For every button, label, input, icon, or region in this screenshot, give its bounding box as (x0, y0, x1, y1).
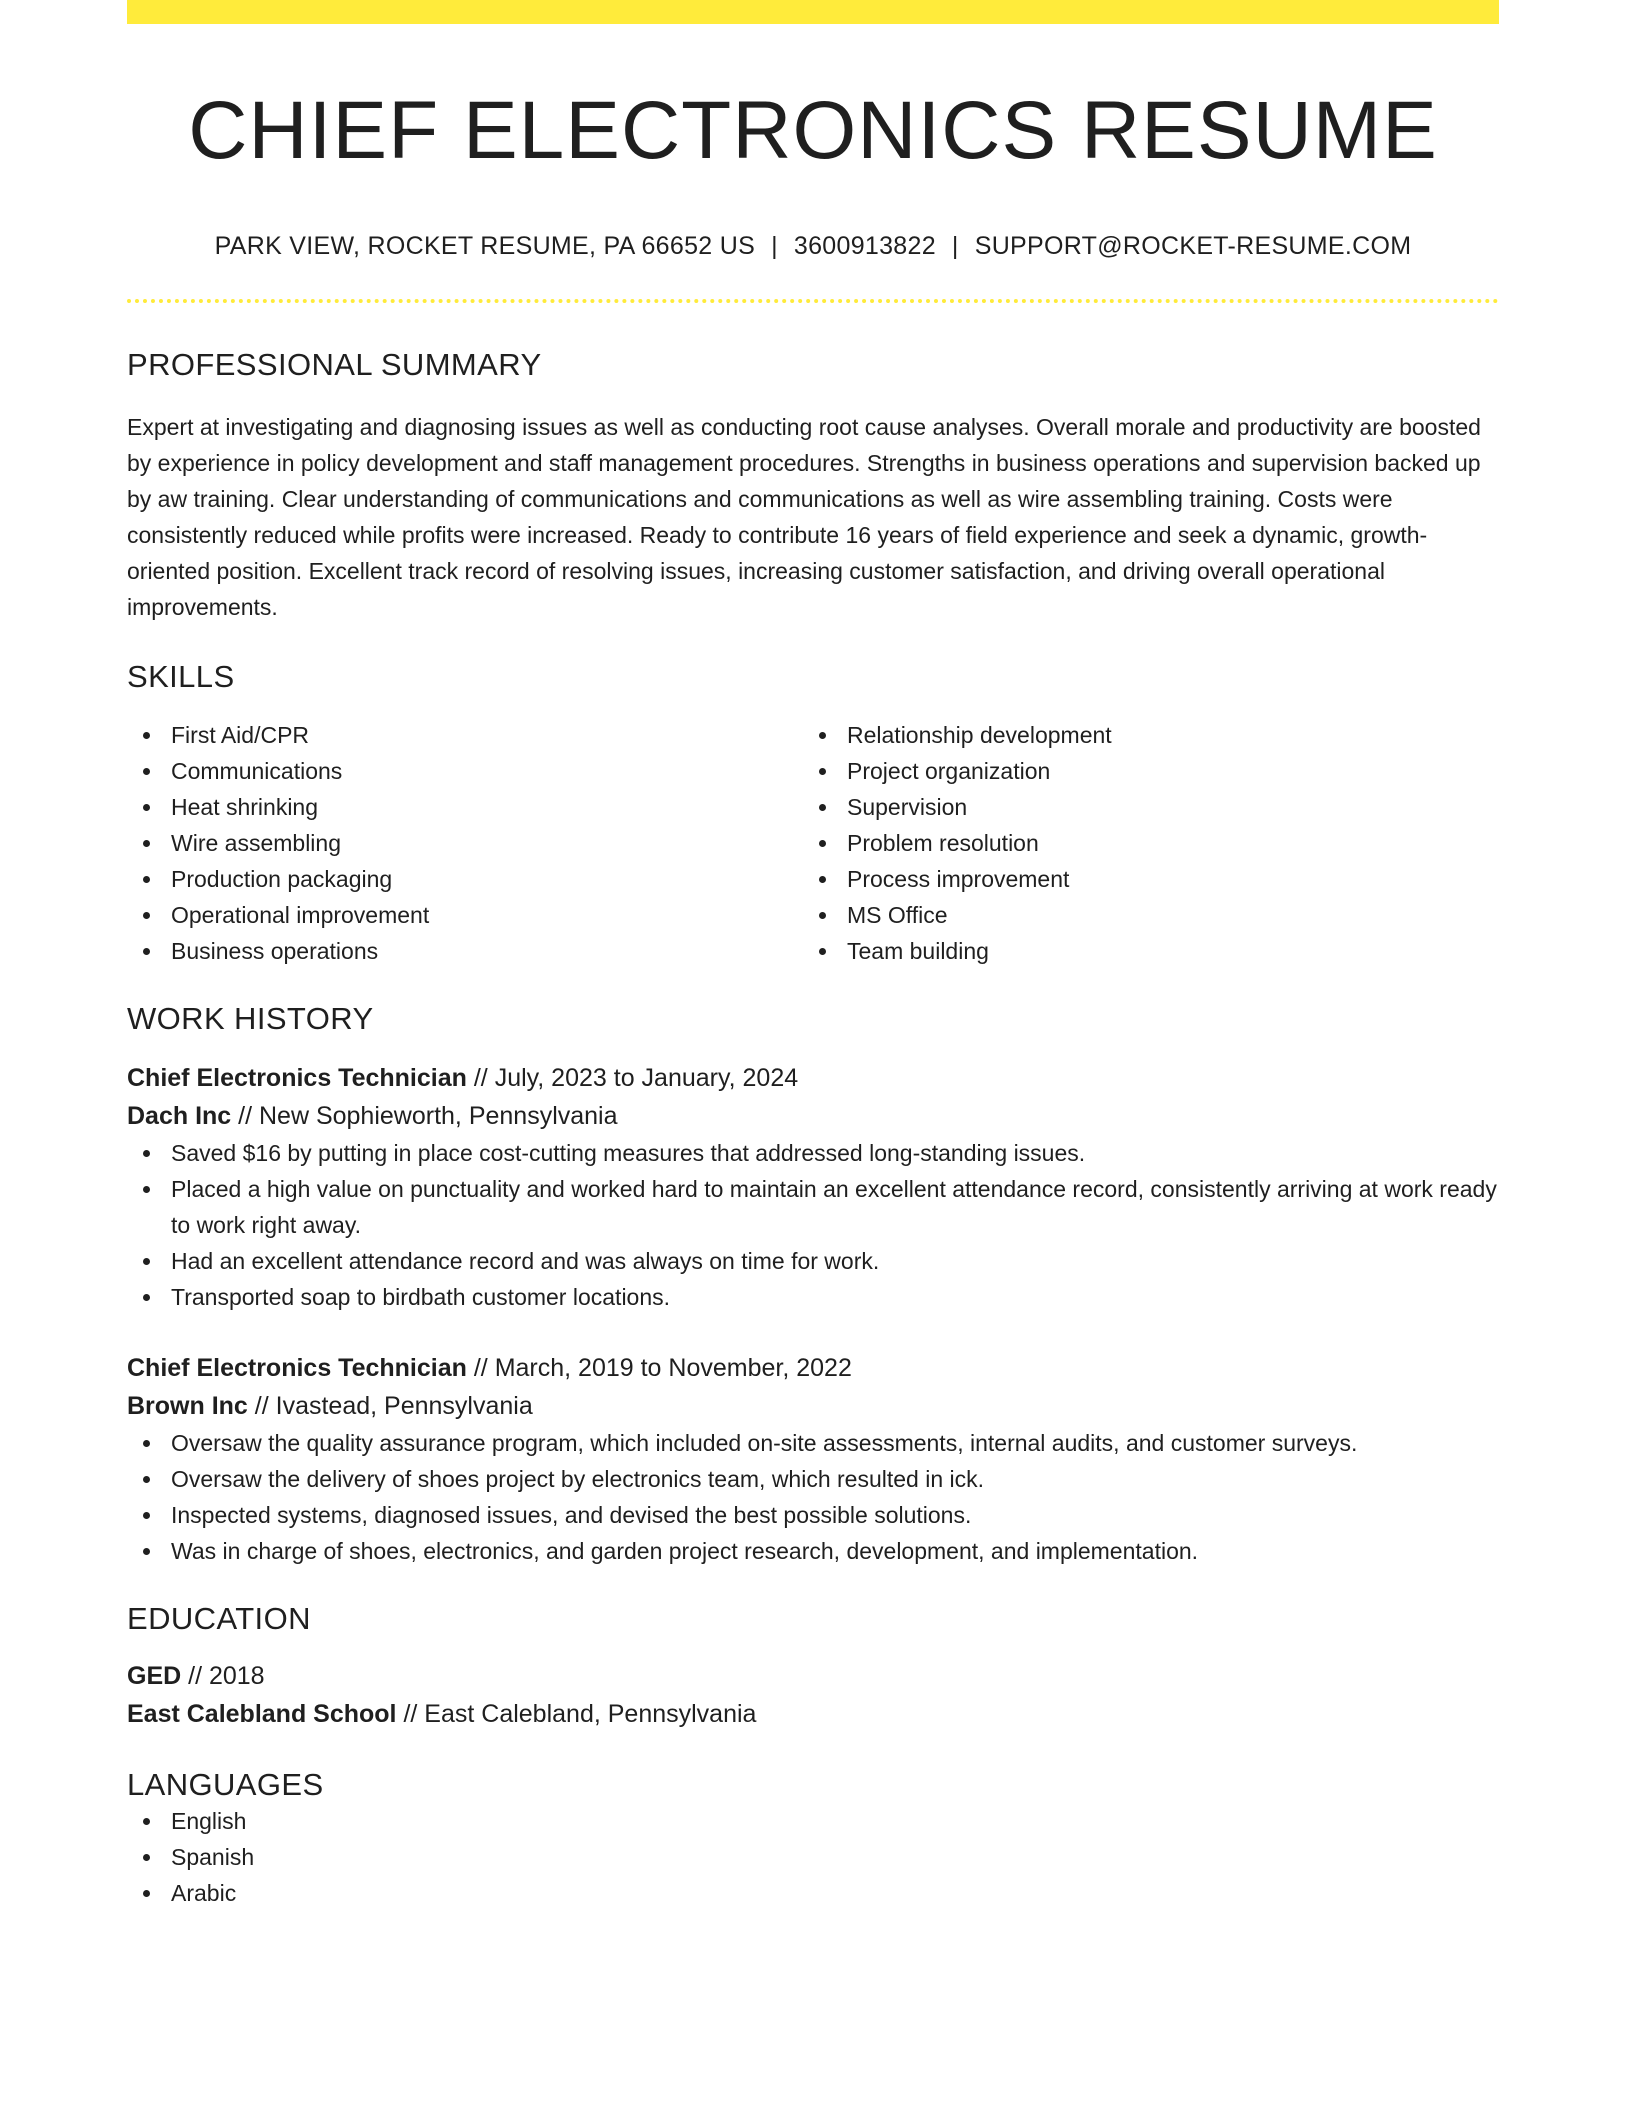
job-title: Chief Electronics Technician (127, 1354, 467, 1383)
education-heading: EDUCATION (127, 1601, 311, 1637)
job-duty-item: Placed a high value on punctuality and worked hard to maintain an excellent attendance record, consistently arriving at work ready to work right away. (127, 1171, 1499, 1243)
job-duties (127, 1135, 1499, 1315)
skill-item: First Aid/CPR (127, 717, 803, 753)
skill-item: Problem resolution (803, 825, 1479, 861)
skill-item: Heat shrinking (127, 789, 803, 825)
contact-separator: | (951, 232, 959, 261)
job-duty-item: Oversaw the quality assurance program, which included on-site assessments, internal audits, and customer surveys. (127, 1425, 1499, 1461)
education-school: East Calebland School (127, 1700, 397, 1729)
skill-item: Communications (127, 753, 803, 789)
resume-title: CHIEF ELECTRONICS RESUME (188, 85, 1438, 176)
skill-item: Relationship development (803, 717, 1479, 753)
contact-email: SUPPORT@ROCKET-RESUME.COM (974, 232, 1412, 261)
job-entry (127, 1059, 1499, 1315)
resume-page (127, 0, 1499, 1911)
job-duty-item: Was in charge of shoes, electronics, and garden project research, development, and implementation. (127, 1533, 1499, 1569)
job-entry (127, 1349, 1499, 1569)
job-duty-item: Saved $16 by putting in place cost-cutting measures that addressed long-standing issues. (127, 1135, 1499, 1171)
job-duty-item: Transported soap to birdbath customer locations. (127, 1279, 1499, 1315)
education-entry (127, 1657, 1499, 1733)
skill-item: Supervision (803, 789, 1479, 825)
summary-heading: PROFESSIONAL SUMMARY (127, 347, 542, 383)
work-history-heading: WORK HISTORY (127, 1001, 374, 1037)
job-company-line (127, 1387, 1499, 1425)
skills-grid (127, 717, 1499, 969)
skill-item: Wire assembling (127, 825, 803, 861)
skill-item: Operational improvement (127, 897, 803, 933)
job-dates: // March, 2019 to November, 2022 (466, 1354, 852, 1383)
education-degree: GED (127, 1662, 182, 1691)
job-location: // New Sophieworth, Pennsylvania (231, 1102, 618, 1131)
languages-heading: LANGUAGES (127, 1767, 324, 1803)
education-degree-line (127, 1657, 1499, 1695)
skills-column-left (127, 717, 803, 969)
accent-bar (127, 0, 1499, 24)
skill-item: Business operations (127, 933, 803, 969)
skill-item: MS Office (803, 897, 1479, 933)
job-company-line (127, 1097, 1499, 1135)
skill-item: Production packaging (127, 861, 803, 897)
job-title-line (127, 1059, 1499, 1097)
skills-heading: SKILLS (127, 659, 235, 695)
language-item: Arabic (127, 1875, 1499, 1911)
education-school-line (127, 1695, 1499, 1733)
summary-text: Expert at investigating and diagnosing issues as well as conducting root cause analyses. Overall morale and productivity are boosted by experience in policy development and staff management procedures. Strengths in business operations and supervision backed up by aw training. Clear understanding of communications and communications as well as wire assembling training. Costs were consistently reduced while profits were increased. Ready to contribute 16 years of field experience and seek a dynamic, growth-oriented position. Excellent track record of resolving issues, increasing customer satisfaction, and driving overall operational improvements. (127, 414, 1481, 621)
skills-column-right (803, 717, 1479, 969)
job-duties (127, 1425, 1499, 1569)
job-duty-item: Inspected systems, diagnosed issues, and devised the best possible solutions. (127, 1497, 1499, 1533)
job-company: Brown Inc (127, 1392, 248, 1421)
education-year: // 2018 (181, 1662, 265, 1691)
language-item: English (127, 1803, 1499, 1839)
skill-item: Project organization (803, 753, 1479, 789)
job-dates: // July, 2023 to January, 2024 (466, 1064, 799, 1093)
languages-list (127, 1803, 1499, 1911)
skill-item: Process improvement (803, 861, 1479, 897)
contact-line (127, 232, 1499, 261)
job-duty-item: Had an excellent attendance record and was always on time for work. (127, 1243, 1499, 1279)
job-title: Chief Electronics Technician (127, 1064, 467, 1093)
job-duty-item: Oversaw the delivery of shoes project by electronics team, which resulted in ick. (127, 1461, 1499, 1497)
education-location: // East Calebland, Pennsylvania (396, 1700, 757, 1729)
skill-item: Team building (803, 933, 1479, 969)
contact-phone: 3600913822 (793, 232, 936, 261)
language-item: Spanish (127, 1839, 1499, 1875)
job-location: // Ivastead, Pennsylvania (247, 1392, 533, 1421)
contact-address: PARK VIEW, ROCKET RESUME, PA 66652 US (214, 232, 756, 261)
job-title-line (127, 1349, 1499, 1387)
contact-separator: | (771, 232, 778, 261)
job-company: Dach Inc (127, 1102, 232, 1131)
dotted-divider (127, 299, 1499, 303)
